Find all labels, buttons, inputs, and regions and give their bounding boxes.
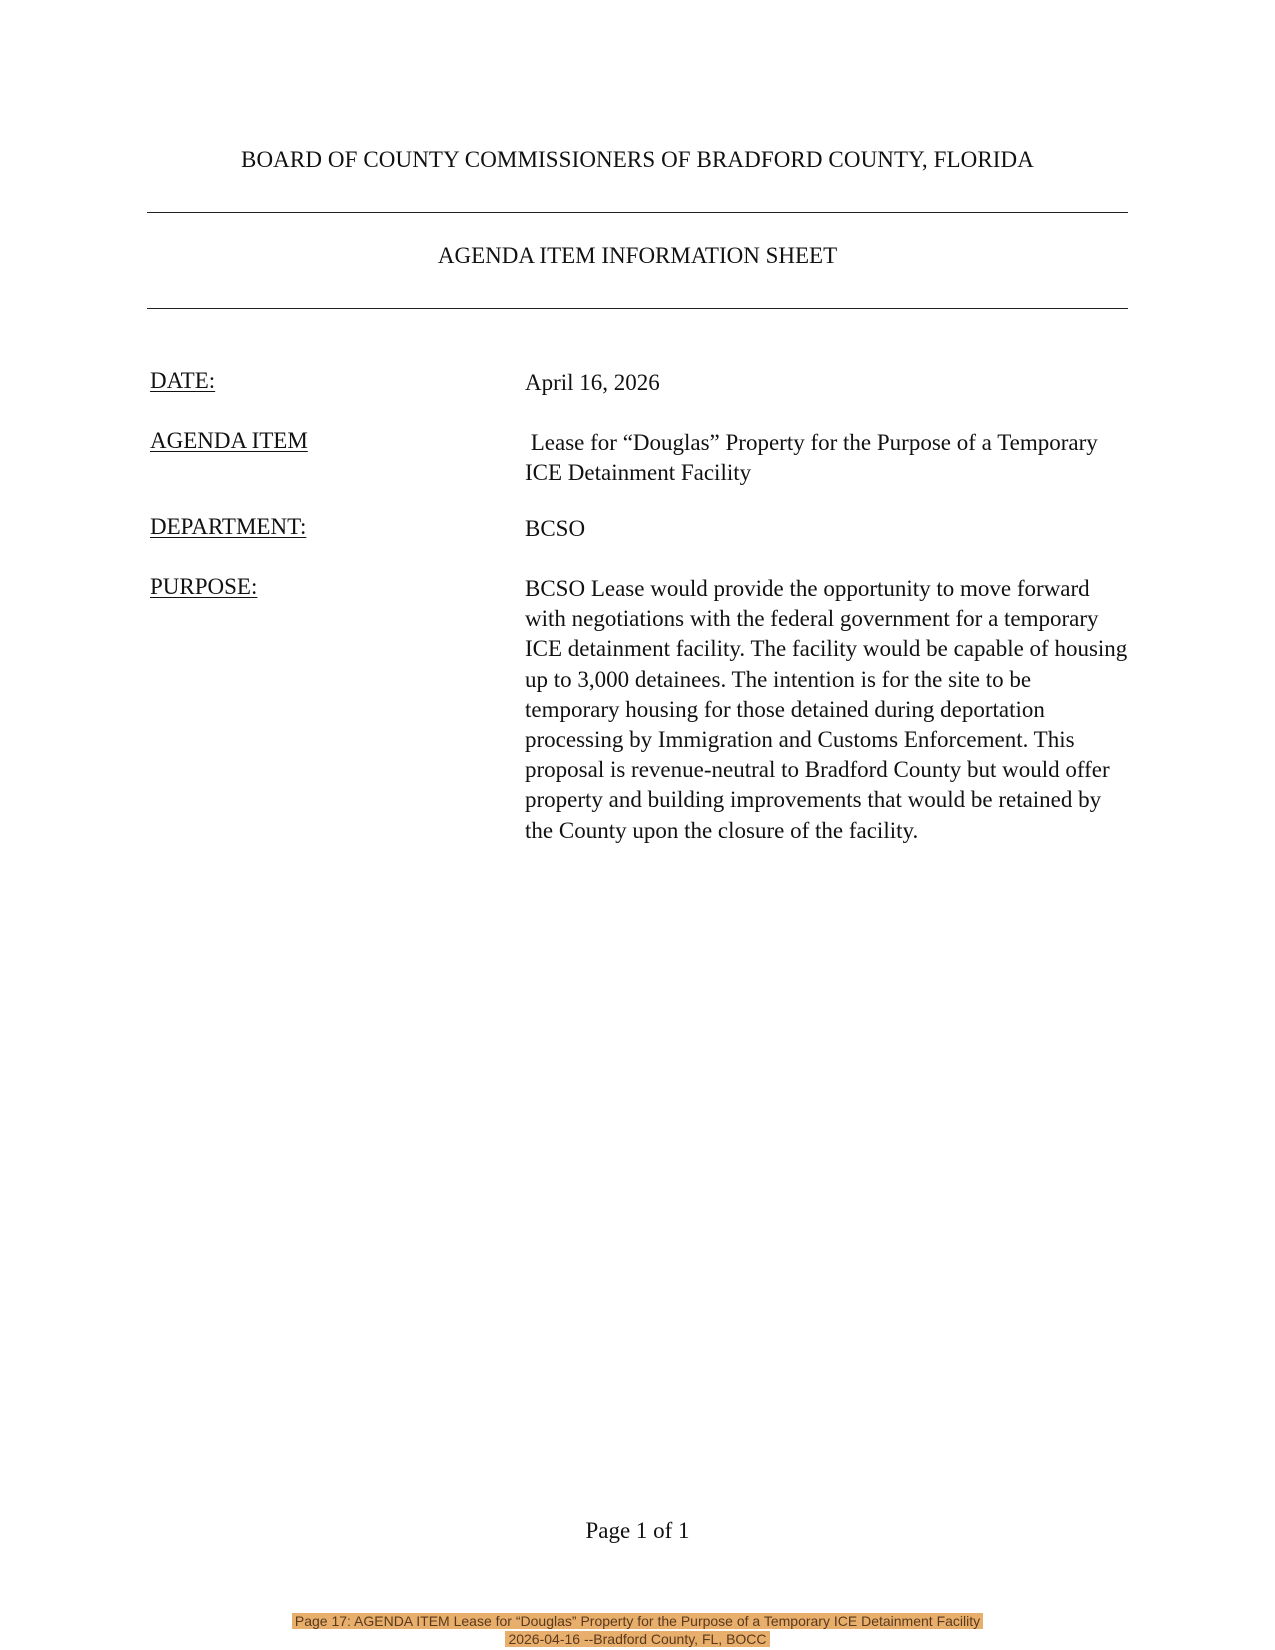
date-label: DATE: — [150, 368, 216, 393]
stamp-line-1: Page 17: AGENDA ITEM Lease for “Douglas” Property for the Purpose of a Temporary ICE Detainment Facility — [292, 1613, 983, 1629]
organization-title: BOARD OF COUNTY COMMISSIONERS OF BRADFORD COUNTY, FLORIDA — [241, 147, 1034, 172]
department-label: DEPARTMENT: — [150, 514, 307, 539]
header-divider-top — [147, 212, 1128, 213]
header-divider-bottom — [147, 308, 1128, 309]
date-value: April 16, 2026 — [525, 370, 660, 395]
sheet-title: AGENDA ITEM INFORMATION SHEET — [437, 243, 838, 268]
stamp-line-2: 2026-04-16 --Bradford County, FL, BOCC — [505, 1631, 769, 1647]
department-value: BCSO — [525, 516, 586, 541]
agenda-item-value: Lease for “Douglas” Property for the Purpose of a Temporary ICE Detainment Facility — [525, 430, 1104, 485]
purpose-label: PURPOSE: — [150, 574, 258, 599]
page-number: Page 1 of 1 — [585, 1518, 690, 1543]
agenda-item-label: AGENDA ITEM — [150, 428, 308, 453]
page-stamp — [0, 1612, 1275, 1648]
purpose-value: BCSO Lease would provide the opportunity to move forward with negotiations with the federal government for a temporary ICE detainment facility. The facility would be capable of housing up to 3,000 detainees. The intention is for the site to be temporary housing for those detained during deportation processing by Immigration and Customs Enforcement. This proposal is revenue-neutral to Bradford County but would offer property and building improvements that would be retained by the County upon the closure of the facility. — [525, 576, 1128, 843]
